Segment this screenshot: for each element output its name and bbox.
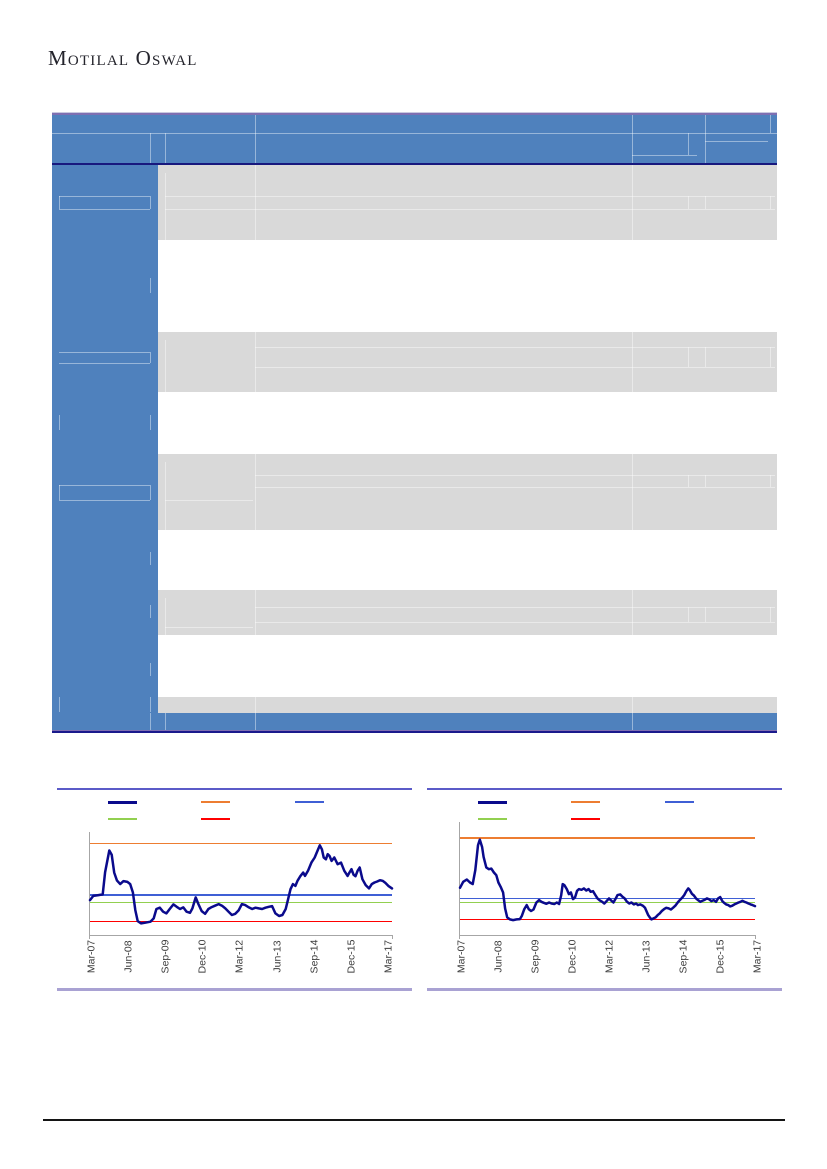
motilal-oswal-logo: Motilal Oswal <box>48 46 198 70</box>
chart-series-navy-line <box>460 840 755 921</box>
x-axis-tick-label: Mar-07 <box>85 939 98 974</box>
table-gridline-vertical <box>688 607 689 622</box>
table-gridline-vertical <box>705 607 706 622</box>
table-gridline-horizontal <box>165 209 775 210</box>
table-gridline-vertical <box>632 165 633 240</box>
chart-card-bottom-border <box>57 988 412 991</box>
table-bottom-border <box>52 731 777 733</box>
table-gridline-vertical <box>150 713 151 730</box>
table-gridline-horizontal <box>59 196 150 197</box>
table-gridline-vertical <box>705 347 706 367</box>
table-gridline-vertical <box>688 475 689 487</box>
x-axis-tick-label: Jun-13 <box>271 940 284 973</box>
x-axis-tick-label: Mar-12 <box>603 939 616 974</box>
table-footer-band <box>52 713 777 730</box>
x-axis-tick-label: Dec-15 <box>345 939 358 974</box>
table-gridline-horizontal <box>165 500 253 501</box>
legend-swatch-red-line <box>571 818 600 820</box>
table-gridline-vertical <box>165 462 166 530</box>
table-gridline-vertical <box>150 605 151 618</box>
table-gridline-vertical <box>150 352 151 363</box>
table-gridline-vertical <box>59 415 60 430</box>
table-gridline-horizontal <box>59 363 150 364</box>
x-axis-tick-label: Jun-08 <box>122 940 135 973</box>
table-gridline-vertical <box>688 347 689 367</box>
table-gridline-vertical <box>59 196 60 209</box>
page-footer-rule <box>43 1119 785 1121</box>
table-left-column <box>52 165 158 713</box>
table-gridline-vertical <box>150 278 151 293</box>
legend-swatch-orange-line <box>201 801 230 803</box>
table-gridline-horizontal <box>165 627 253 628</box>
x-axis-tick-label: Sep-14 <box>677 939 690 974</box>
table-gray-row-band <box>158 454 777 530</box>
table-gridline-vertical <box>150 133 151 163</box>
table-gridline-vertical <box>632 713 633 730</box>
legend-swatch-green-line <box>478 818 507 820</box>
x-axis-tick-label: Dec-10 <box>196 939 209 974</box>
table-gridline-vertical <box>165 173 166 240</box>
chart-plot-area <box>90 832 392 935</box>
table-gray-row-band <box>158 697 777 713</box>
table-gridline-horizontal <box>255 347 775 348</box>
table-gridline-horizontal <box>705 141 768 142</box>
table-gridline-horizontal <box>255 487 775 488</box>
table-gridline-vertical <box>632 590 633 635</box>
table-gridline-vertical <box>770 347 771 367</box>
table-gridline-vertical <box>688 196 689 209</box>
table-gridline-vertical <box>150 697 151 712</box>
legend-swatch-red-line <box>201 818 230 820</box>
valuation-chart-right <box>427 788 782 991</box>
table-gridline-vertical <box>165 133 166 163</box>
table-gridline-vertical <box>770 607 771 622</box>
table-gray-row-band <box>158 165 777 240</box>
table-gridline-vertical <box>770 475 771 487</box>
x-axis-tick-label: Mar-17 <box>382 939 395 974</box>
table-gridline-horizontal <box>59 500 150 501</box>
table-gridline-vertical <box>632 454 633 530</box>
table-gridline-horizontal <box>52 133 777 134</box>
table-gridline-vertical <box>255 713 256 730</box>
table-gridline-horizontal <box>165 196 775 197</box>
legend-swatch-green-line <box>108 818 137 820</box>
table-gridline-vertical <box>770 196 771 209</box>
chart-series-navy-line <box>90 845 392 923</box>
table-gridline-vertical <box>59 485 60 500</box>
legend-swatch-blue-line <box>665 801 694 803</box>
table-gridline-vertical <box>705 196 706 209</box>
table-gridline-vertical <box>150 196 151 209</box>
table-gridline-vertical <box>165 598 166 635</box>
table-gridline-vertical <box>255 454 256 530</box>
table-gridline-horizontal <box>255 622 775 623</box>
x-axis-tick-label: Jun-08 <box>492 940 505 973</box>
table-gridline-vertical <box>255 332 256 392</box>
legend-swatch-navy-line <box>478 801 507 804</box>
table-gridline-vertical <box>632 332 633 392</box>
table-gridline-vertical <box>150 552 151 565</box>
x-axis-tick-label: Dec-15 <box>714 939 727 974</box>
table-gridline-vertical <box>255 697 256 713</box>
table-gridline-horizontal <box>255 367 775 368</box>
table-gridline-horizontal <box>255 475 775 476</box>
table-gridline-vertical <box>150 415 151 430</box>
valuation-chart-left <box>57 788 412 991</box>
legend-swatch-blue-line <box>295 801 324 803</box>
chart-card-top-border <box>57 788 412 790</box>
table-gridline-vertical <box>165 340 166 392</box>
x-axis-tick-label: Sep-14 <box>308 939 321 974</box>
x-axis-tick-label: Sep-09 <box>159 939 172 974</box>
x-axis-tick-label: Mar-12 <box>233 939 246 974</box>
chart-card-top-border <box>427 788 782 790</box>
table-gridline-horizontal <box>59 352 150 353</box>
table-gridline-vertical <box>632 697 633 713</box>
x-axis-tick-label: Sep-09 <box>529 939 542 974</box>
table-gridline-vertical <box>255 115 256 163</box>
table-gridline-vertical <box>705 115 706 163</box>
chart-card-bottom-border <box>427 988 782 991</box>
x-axis-tick-label: Dec-10 <box>566 939 579 974</box>
table-gridline-vertical <box>770 115 771 133</box>
table-gridline-vertical <box>705 475 706 487</box>
x-axis-tick-label: Mar-17 <box>751 939 764 974</box>
table-gridline-vertical <box>59 697 60 712</box>
legend-swatch-navy-line <box>108 801 137 804</box>
table-gridline-vertical <box>255 165 256 240</box>
x-axis-tick-label: Jun-13 <box>640 940 653 973</box>
table-gridline-vertical <box>150 485 151 500</box>
table-gridline-horizontal <box>255 607 775 608</box>
table-gray-row-band <box>158 332 777 392</box>
table-gridline-horizontal <box>59 209 150 210</box>
table-gridline-vertical <box>688 133 689 155</box>
legend-swatch-orange-line <box>571 801 600 803</box>
table-gray-row-band <box>158 590 777 635</box>
table-gridline-vertical <box>165 713 166 730</box>
chart-plot-area <box>460 822 755 935</box>
table-gridline-vertical <box>150 663 151 676</box>
table-gridline-horizontal <box>59 485 150 486</box>
table-gridline-vertical <box>255 590 256 635</box>
x-axis-tick-label: Mar-07 <box>455 939 468 974</box>
table-gridline-horizontal <box>632 155 697 156</box>
